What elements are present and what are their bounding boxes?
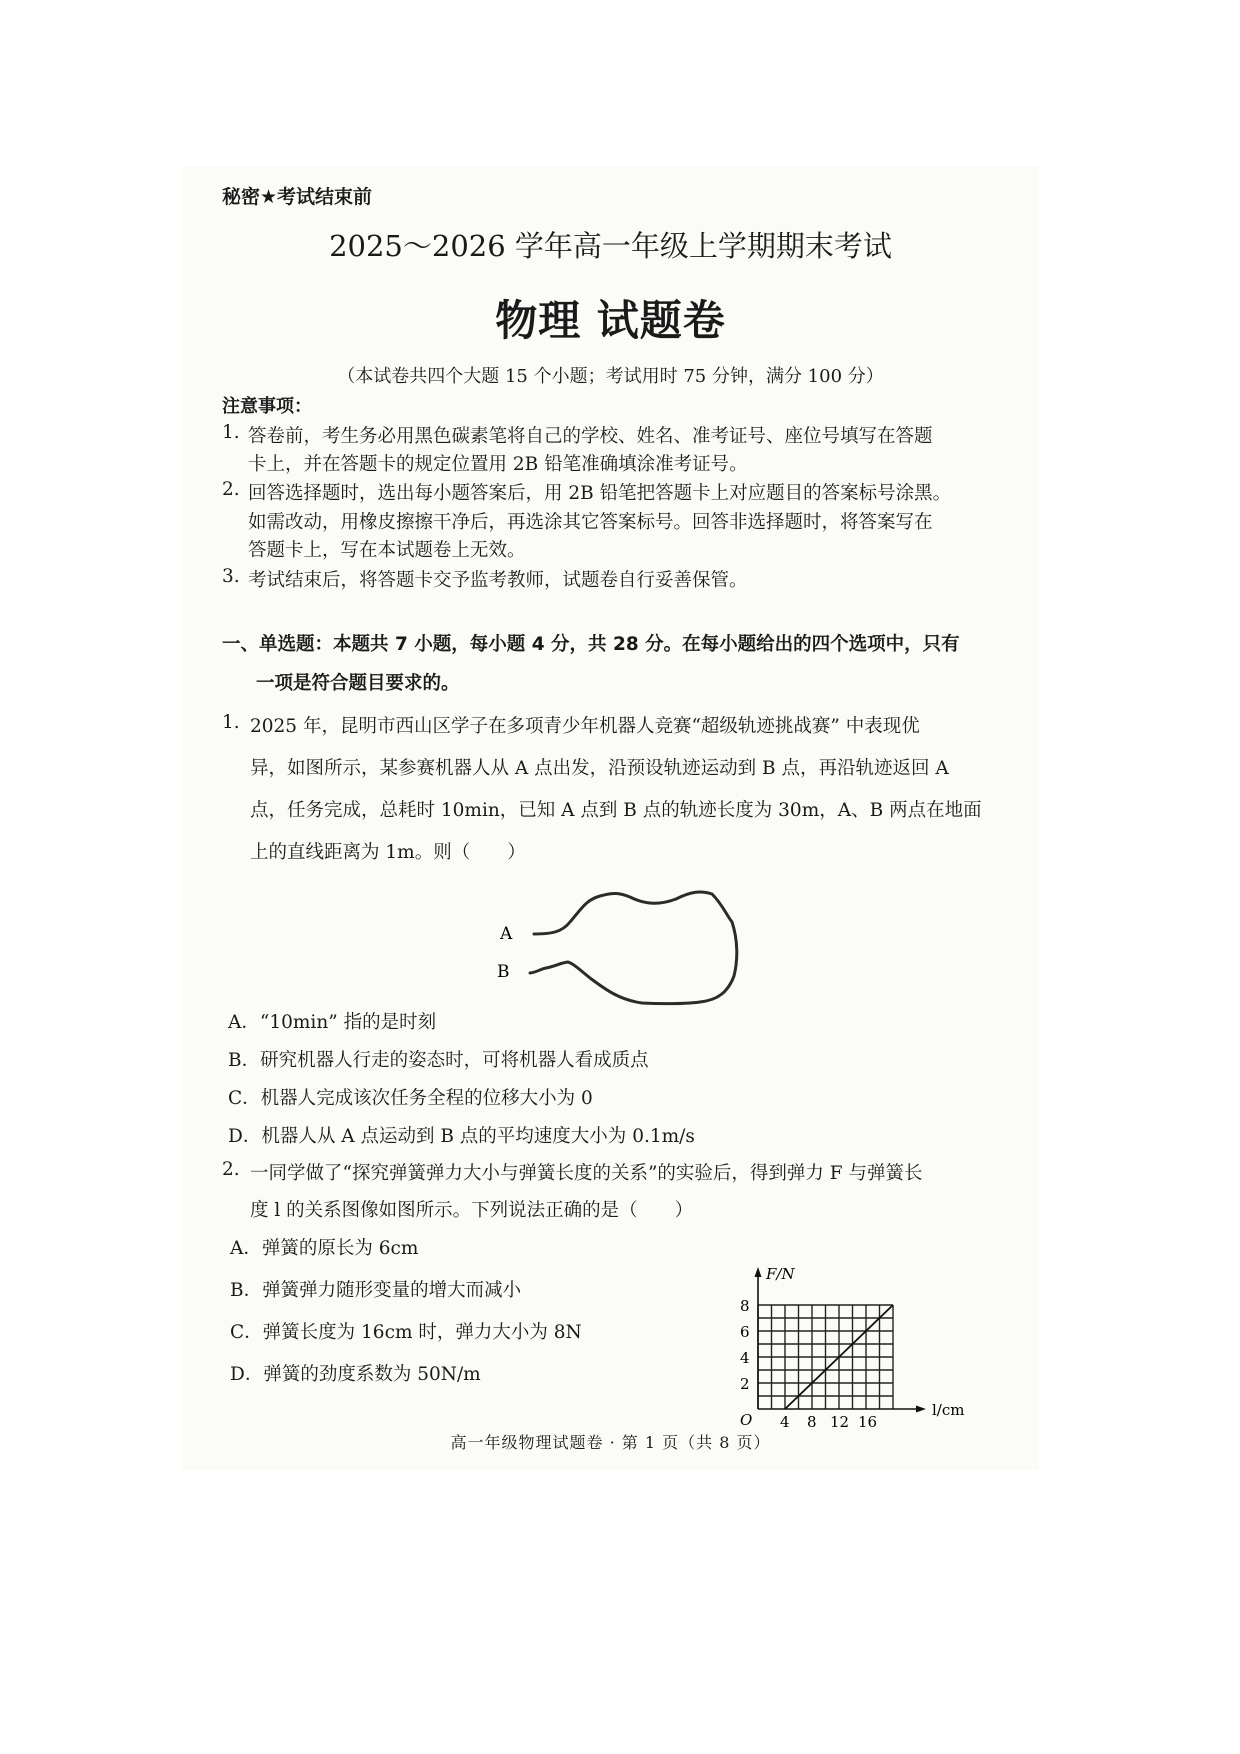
notice-item-line: 回答选择题时，选出每小题答案后，用 2B 铅笔把答题卡上对应题目的答案标号涂黑。 [248,483,952,504]
x-tick: 16 [858,1413,878,1431]
option-b: B．弹簧弹力随形变量的增大而减小 [230,1280,522,1301]
option-c: C．机器人完成该次任务全程的位移大小为 0 [228,1088,593,1109]
spring-force-chart [730,1225,990,1435]
notice-item-line: 答题卡上，写在本试题卷上无效。 [248,540,526,561]
question-text: 度 l 的关系图像如图所示。下列说法正确的是（ ） [250,1200,694,1221]
page-footer: 高一年级物理试题卷 · 第 1 页（共 8 页） [450,1433,771,1452]
question-number: 2. [222,1159,240,1180]
x-axis-arrow-icon [916,1406,926,1413]
y-tick: 4 [740,1349,750,1367]
option-d: D．弹簧的劲度系数为 50N/m [230,1364,481,1385]
point-b-label: B [497,962,510,982]
option-b: B．研究机器人行走的姿态时，可将机器人看成质点 [228,1050,649,1071]
confidential-label: 秘密★考试结束前 [222,186,373,208]
notice-item-number: 3. [222,566,240,587]
section-heading-cont: 一项是符合题目要求的。 [256,673,460,694]
question-text: 上的直线距离为 1m。则（ ） [250,842,526,863]
x-tick: 8 [807,1413,817,1431]
x-tick: 12 [830,1413,850,1431]
option-c: C．弹簧长度为 16cm 时，弹力大小为 8N [230,1322,582,1343]
option-d: D．机器人从 A 点运动到 B 点的平均速度大小为 0.1m/s [228,1126,695,1147]
origin-label: O [740,1411,753,1429]
x-tick: 4 [780,1413,790,1431]
subject-title: 物理 试题卷 [495,296,726,345]
exam-title: 2025～2026 学年高一年级上学期期末考试 [329,229,892,263]
chart-grid [758,1305,893,1409]
question-text: 异，如图所示，某参赛机器人从 A 点出发，沿预设轨迹运动到 B 点，再沿轨迹返回 A [250,758,949,779]
option-a: A．弹簧的原长为 6cm [230,1238,419,1259]
notice-item-line: 卡上，并在答题卡的规定位置用 2B 铅笔准确填涂准考证号。 [248,454,748,475]
question-text: 点，任务完成，总耗时 10min，已知 A 点到 B 点的轨迹长度为 30m，A、B 两点在地面 [250,800,982,821]
y-axis-arrow-icon [755,1267,762,1277]
option-a: A．“10min” 指的是时刻 [228,1012,437,1033]
trajectory-figure [490,880,780,1020]
point-a-label: A [500,924,513,944]
notice-item-line: 如需改动，用橡皮擦擦干净后，再选涂其它答案标号。回答非选择题时，将答案写在 [248,512,933,533]
x-axis-label: l/cm [932,1401,965,1419]
notice-item-number: 1. [222,422,240,443]
section-heading: 一、单选题：本题共 7 小题，每小题 4 分，共 28 分。在每小题给出的四个选项中，只有 [222,634,960,655]
y-tick: 8 [740,1297,750,1315]
y-tick: 2 [740,1375,750,1393]
y-axis-label: F/N [766,1265,795,1283]
trajectory-path [530,892,737,1004]
exam-page [182,166,1039,1470]
notice-item-line: 考试结束后，将答题卡交予监考教师，试题卷自行妥善保管。 [248,570,748,591]
question-text: 2025 年，昆明市西山区学子在多项青少年机器人竞赛“超级轨迹挑战赛” 中表现优 [250,716,920,737]
notice-item-number: 2. [222,479,240,500]
notice-heading: 注意事项： [222,396,312,417]
question-number: 1. [222,712,240,733]
exam-info: （本试卷共四个大题 15 个小题；考试用时 75 分钟，满分 100 分） [337,366,884,387]
question-text: 一同学做了“探究弹簧弹力大小与弹簧长度的关系”的实验后，得到弹力 F 与弹簧长 [250,1163,923,1184]
notice-item-line: 答卷前，考生务必用黑色碳素笔将自己的学校、姓名、准考证号、座位号填写在答题 [248,426,933,447]
y-tick: 6 [740,1323,750,1341]
